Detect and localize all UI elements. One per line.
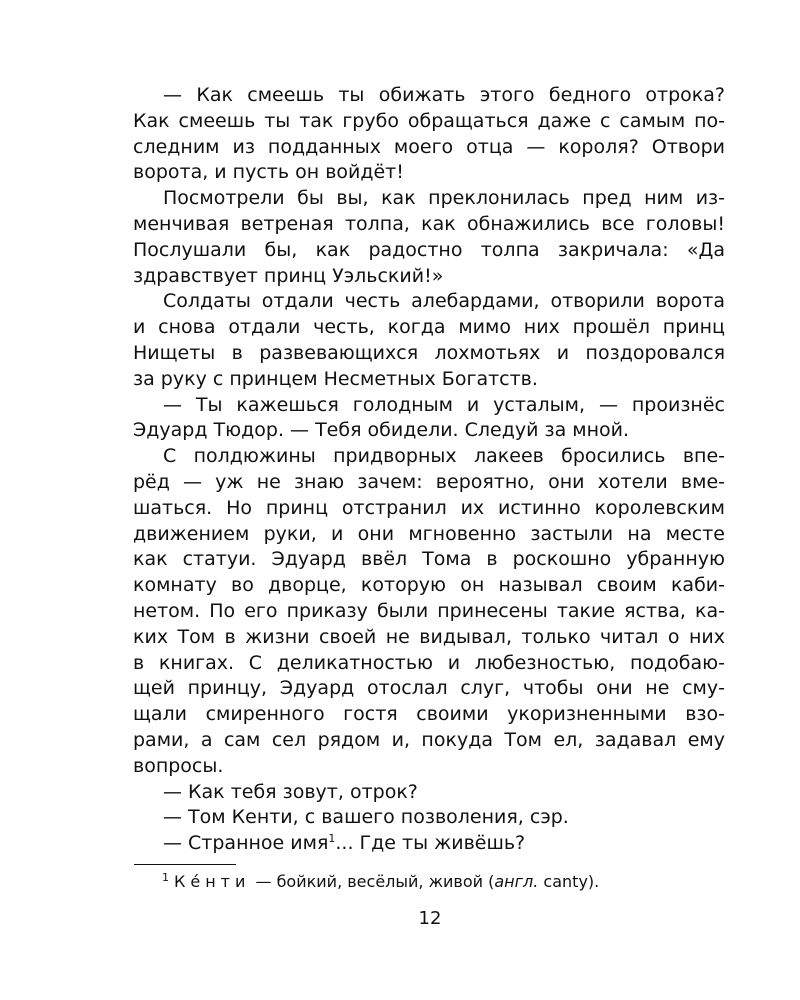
text-line: менчивая ветреная толпа, как обнажились все головы! xyxy=(133,212,725,235)
footnote-reference[interactable]: 1 xyxy=(328,832,336,846)
text-line: — Как тебя зовут, отрок? xyxy=(163,780,418,803)
text-line: следним из подданных моего отца — короля? Отвори xyxy=(133,135,725,158)
text-line: шаться. Но принц отстранил их истинно королевским xyxy=(133,496,725,519)
text-line: в книгах. С деликатностью и любезностью, подобаю- xyxy=(133,651,725,674)
text-line: нетом. По его приказу были принесены такие яства, ка- xyxy=(133,599,725,622)
text-line: щей принцу, Эдуард отослал слуг, чтобы они не сму- xyxy=(133,677,725,700)
text-line: вопросы. xyxy=(133,754,224,777)
footnote-definition: бойкий, весёлый, живой ( xyxy=(276,872,495,891)
footnote-term: Ке́нти xyxy=(174,872,251,891)
text-line: здравствует принц Уэльский!» xyxy=(133,264,444,287)
text-line: ких Том в жизни своей не видывал, только читал о них xyxy=(133,625,725,648)
footnote-marker: 1 xyxy=(162,871,169,884)
footnote-source: canty). xyxy=(538,872,600,891)
text-line: С полдюжины придворных лакеев бросились впе- xyxy=(163,445,725,468)
text-line: щали смиренного гостя своими укоризненными взо- xyxy=(133,703,725,726)
text-line: за руку с принцем Несметных Богатств. xyxy=(133,367,538,390)
line-text: ... Где ты живёшь? xyxy=(335,832,526,855)
text-line: и снова отдали честь, когда мимо них прошёл принц xyxy=(133,316,725,339)
text-line: Солдаты отдали честь алебардами, отворили ворота xyxy=(163,290,725,313)
body-text xyxy=(133,83,725,857)
text-line: движением руки, и они мгновенно застыли на месте xyxy=(133,522,725,545)
text-line: Послушали бы, как радостно толпа закричала: «Да xyxy=(133,238,725,261)
line-text: — Странное имя xyxy=(163,832,329,855)
footnote-divider xyxy=(134,864,236,865)
text-line: как статуи. Эдуард ввёл Тома в роскошно убранную xyxy=(133,548,725,571)
text-line: рами, а сам сел рядом и, покуда Том ел, задавал ему xyxy=(133,728,725,751)
text-line: — Как смеешь ты обижать этого бедного отрока? xyxy=(163,84,725,106)
text-line: комнату во дворце, которую он называл своим каби- xyxy=(133,574,725,597)
text-line: Как смеешь ты так грубо обращаться даже с самым по- xyxy=(133,109,725,132)
text-line: Эдуард Тюдор. — Тебя обидели. Следуй за мной. xyxy=(133,419,630,442)
text-line: Посмотрели бы вы, как преклонилась пред ним из- xyxy=(163,187,725,210)
page-number: 12 xyxy=(418,908,442,929)
text-line: ворота, и пусть он войдёт! xyxy=(133,161,404,184)
text-line: — Том Кенти, с вашего позволения, сэр. xyxy=(163,806,569,829)
footnote-dash: — xyxy=(250,872,277,891)
footnote xyxy=(162,871,722,893)
text-line-with-footnote-ref xyxy=(133,831,725,857)
text-line: Нищеты в развевающихся лохмотьях и поздоровался xyxy=(133,341,725,364)
footnote-language: англ. xyxy=(494,872,539,891)
text-line: рёд — уж не знаю зачем: вероятно, они хотели вме- xyxy=(133,470,725,493)
text-line: — Ты кажешься голодным и усталым, — произнёс xyxy=(163,393,725,416)
